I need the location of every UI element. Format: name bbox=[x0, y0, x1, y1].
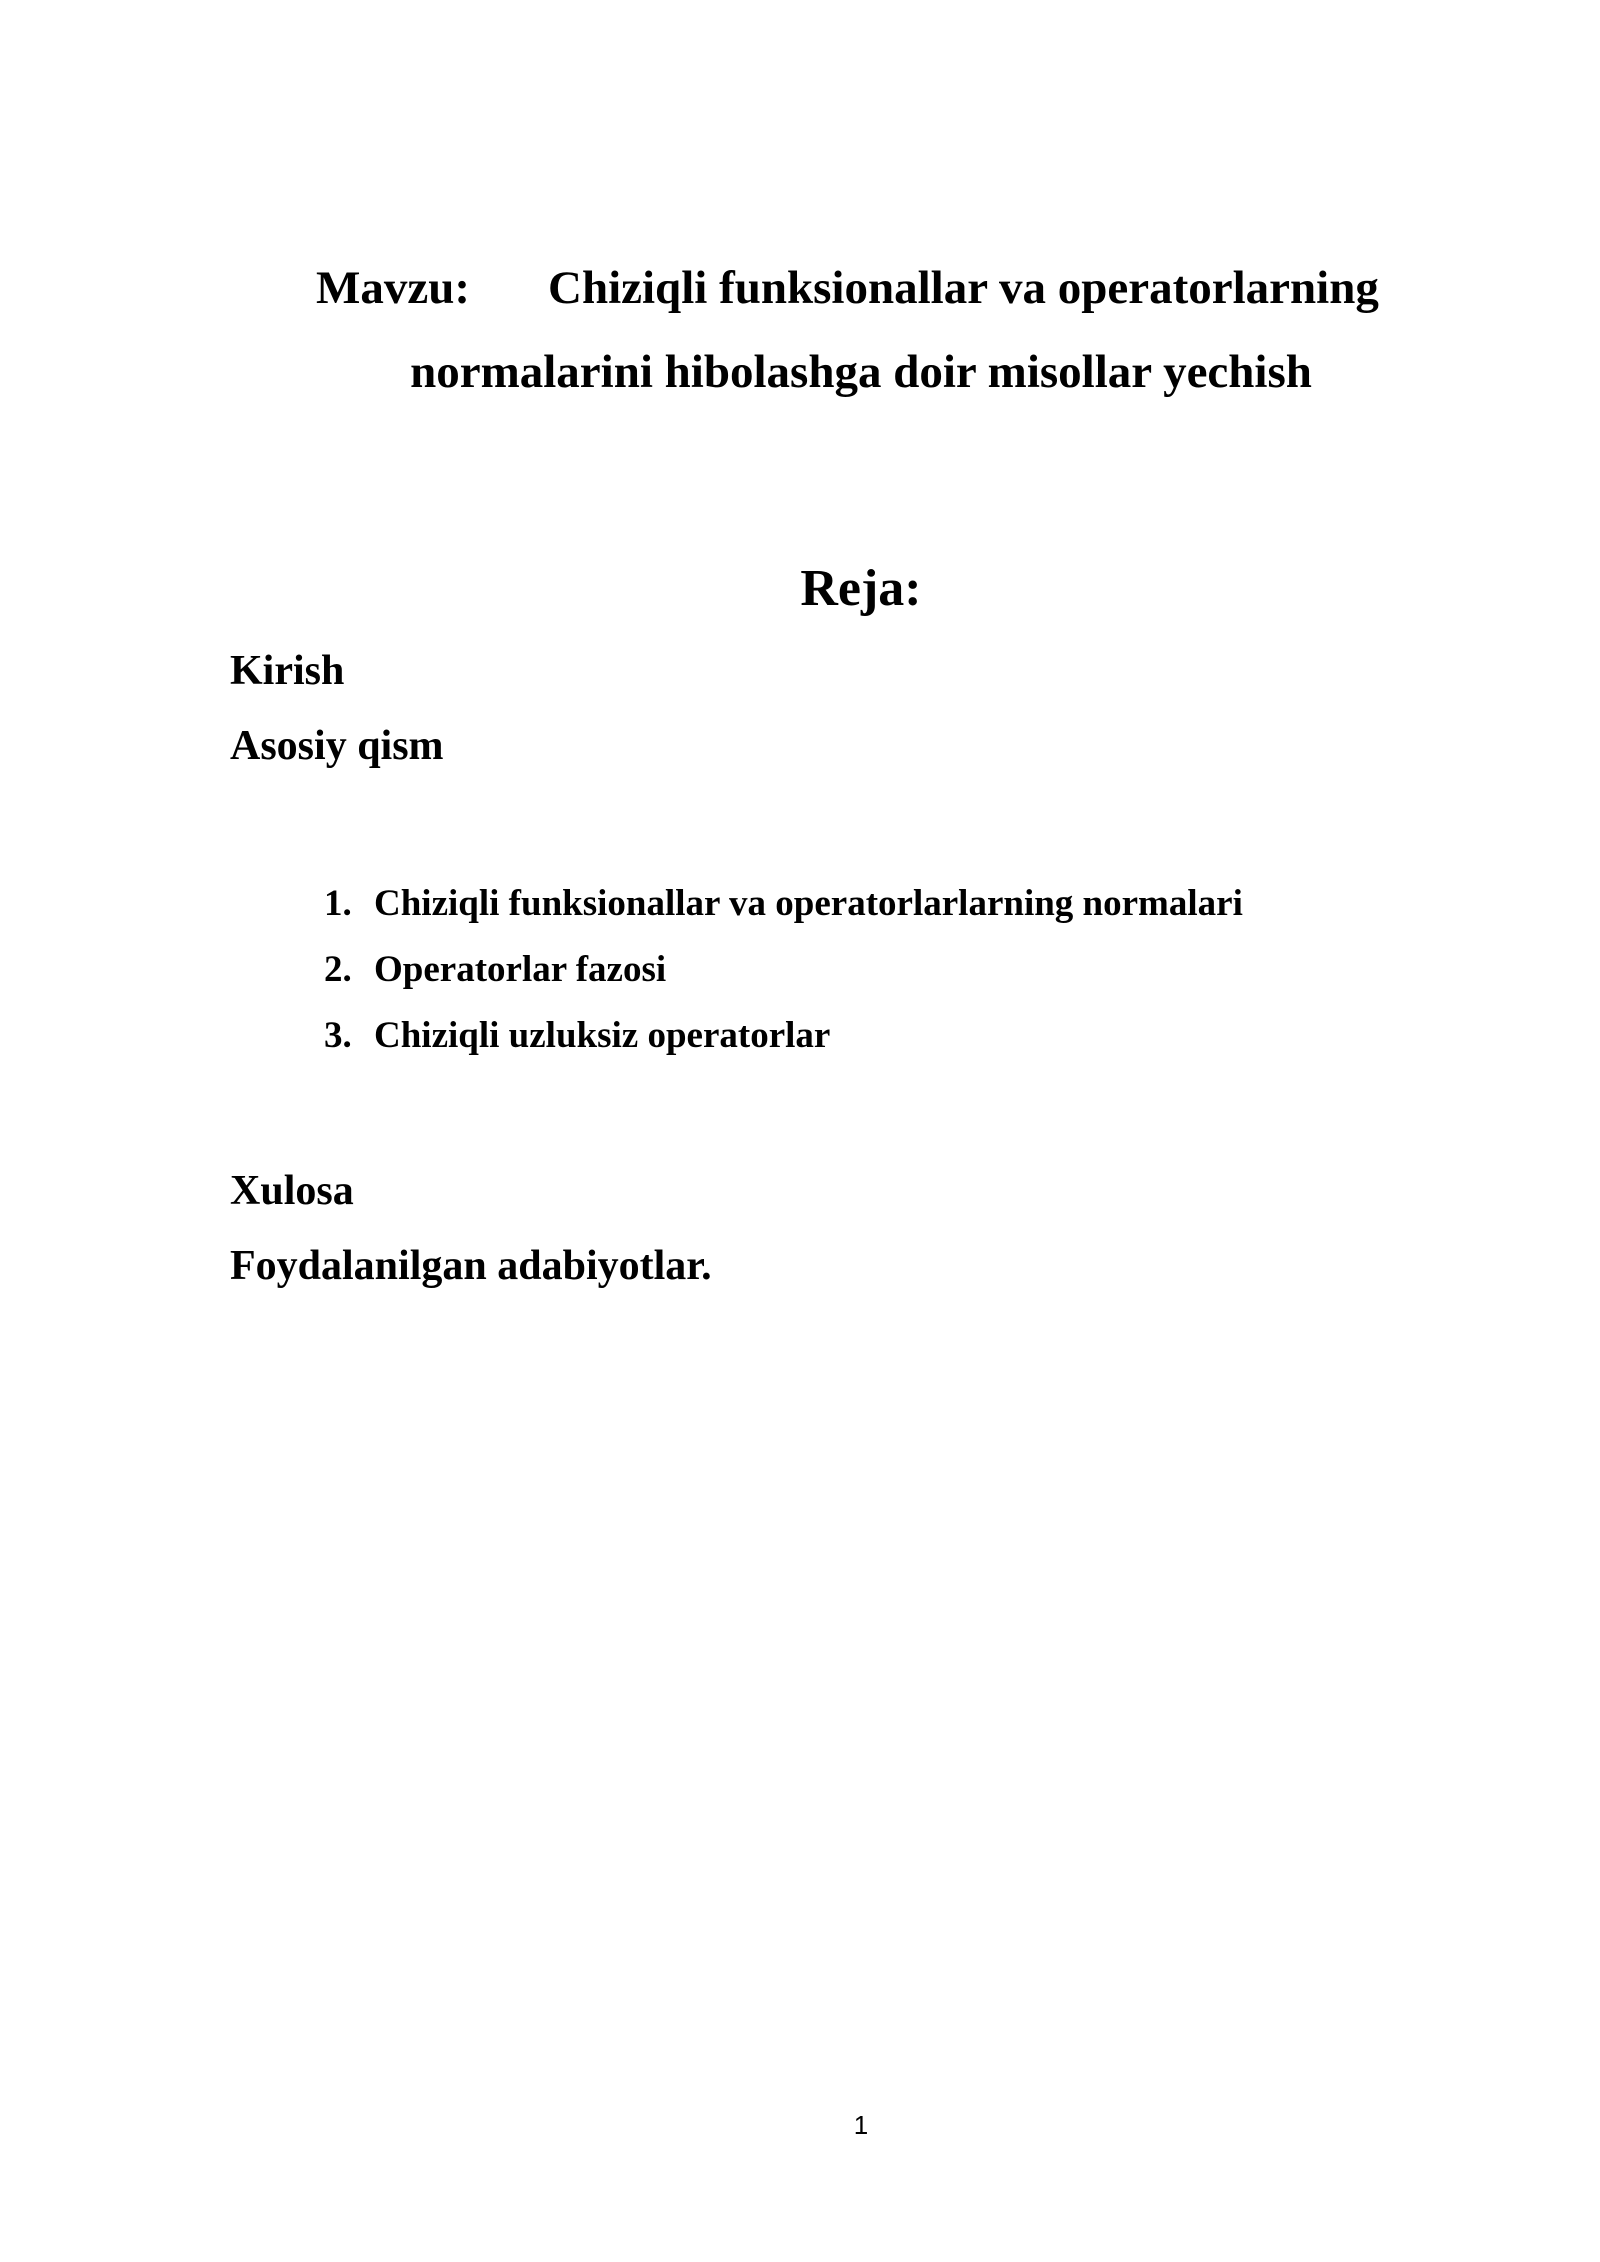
section-main: Asosiy qism bbox=[230, 723, 444, 769]
list-text: Operatorlar fazosi bbox=[374, 949, 667, 990]
list-number: 2. bbox=[324, 949, 352, 990]
title-line-2: normalarini hibolashga doir misollar yechish bbox=[410, 346, 1312, 398]
page-number: 1 bbox=[853, 2110, 869, 2140]
plan-heading: Reja: bbox=[800, 560, 922, 617]
plan-list bbox=[324, 885, 1243, 1083]
plan-list-item bbox=[324, 1017, 1243, 1083]
list-number: 3. bbox=[324, 1015, 352, 1056]
list-text: Chiziqli funksionallar va operatorlarlarning normalari bbox=[374, 883, 1243, 924]
section-intro: Kirish bbox=[230, 648, 345, 694]
section-references: Foydalanilgan adabiyotlar. bbox=[230, 1243, 712, 1289]
plan-list-item bbox=[324, 951, 1243, 1017]
list-number: 1. bbox=[324, 883, 352, 924]
list-text: Chiziqli uzluksiz operatorlar bbox=[374, 1015, 831, 1056]
section-conclusion: Xulosa bbox=[230, 1168, 354, 1214]
title-line-1: Chiziqli funksionallar va operatorlarning bbox=[548, 262, 1379, 314]
plan-list-item bbox=[324, 885, 1243, 951]
title-label: Mavzu: bbox=[316, 262, 471, 314]
